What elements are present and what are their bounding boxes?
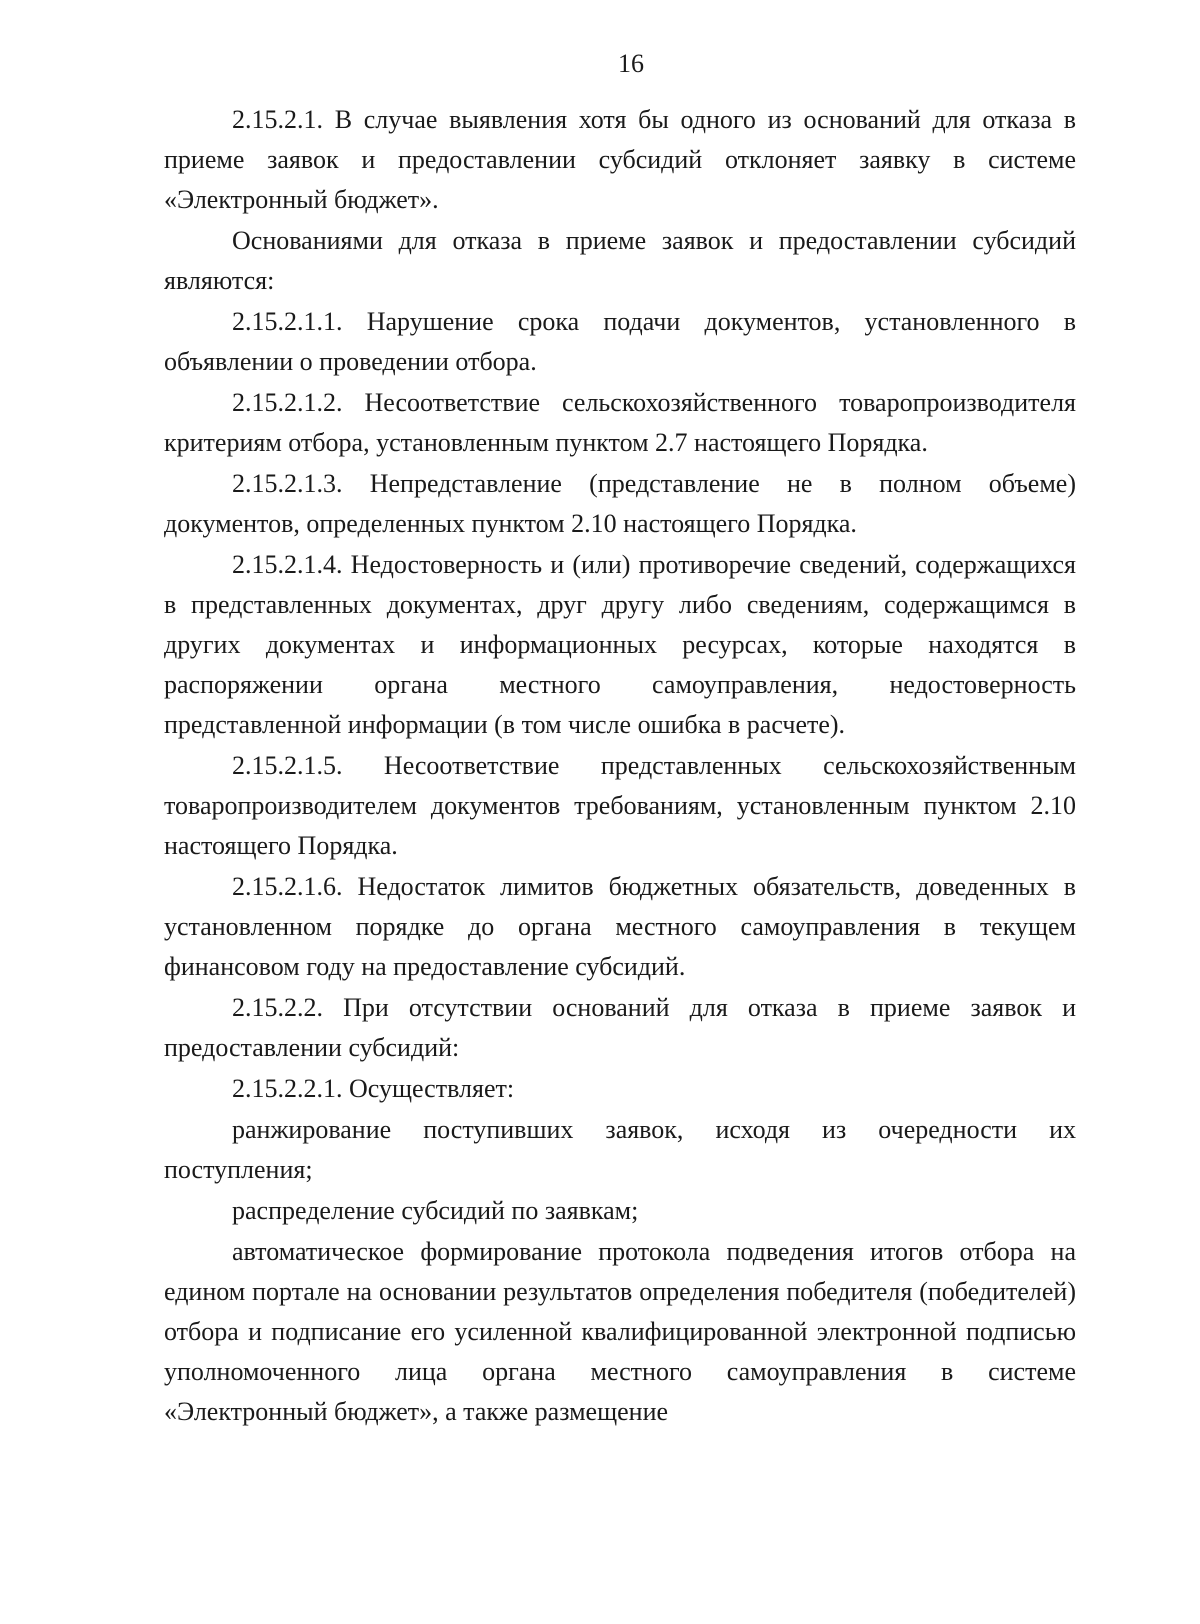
paragraph-2-15-2-1-2: 2.15.2.1.2. Несоответствие сельскохозяйственного товаропроизводителя критериям отбора, установленным пунктом 2.7 настоящего Порядка. <box>164 388 1076 457</box>
paragraph-distribution: распределение субсидий по заявкам; <box>232 1196 639 1225</box>
paragraph-refusal-grounds-intro: Основаниями для отказа в приеме заявок и предоставлении субсидий являются: <box>164 226 1076 295</box>
paragraph-protocol-formation: автоматическое формирование протокола подведения итогов отбора на едином портале на основании результатов определения победителя (победителей) отбора и подписание его усиленной квалифицированной электронной подписью уполномоченного лица органа местного самоуправления в системе «Электронный бюджет», а также размещение <box>164 1237 1076 1426</box>
paragraph-2-15-2-2: 2.15.2.2. При отсутствии оснований для отказа в приеме заявок и предоставлении субсидий: <box>164 993 1076 1062</box>
paragraph-2-15-2-1-4: 2.15.2.1.4. Недостоверность и (или) противоречие сведений, содержащихся в представленных документах, друг другу либо сведениям, содержащимся в других документах и информационных ресурсах, которые находятся в распоряжении органа местного самоуправления, недостоверность представленной информации (в том числе ошибка в расчете). <box>164 550 1076 739</box>
paragraph-2-15-2-1-5: 2.15.2.1.5. Несоответствие представленных сельскохозяйственным товаропроизводителем документов требованиям, установленным пунктом 2.10 настоящего Порядка. <box>164 751 1076 860</box>
document-body <box>164 100 1076 1432</box>
page-number: 16 <box>618 49 644 78</box>
paragraph-2-15-2-1: 2.15.2.1. В случае выявления хотя бы одного из оснований для отказа в приеме заявок и предоставлении субсидий отклоняет заявку в системе «Электронный бюджет». <box>164 105 1076 214</box>
paragraph-2-15-2-2-1: 2.15.2.2.1. Осуществляет: <box>232 1074 515 1103</box>
paragraph-2-15-2-1-1: 2.15.2.1.1. Нарушение срока подачи документов, установленного в объявлении о проведении отбора. <box>164 307 1076 376</box>
paragraph-2-15-2-1-3: 2.15.2.1.3. Непредставление (представление не в полном объеме) документов, определенных пунктом 2.10 настоящего Порядка. <box>164 469 1076 538</box>
paragraph-2-15-2-1-6: 2.15.2.1.6. Недостаток лимитов бюджетных обязательств, доведенных в установленном порядке до органа местного самоуправления в текущем финансовом году на предоставление субсидий. <box>164 872 1076 981</box>
paragraph-ranking: ранжирование поступивших заявок, исходя из очередности их поступления; <box>164 1115 1076 1184</box>
